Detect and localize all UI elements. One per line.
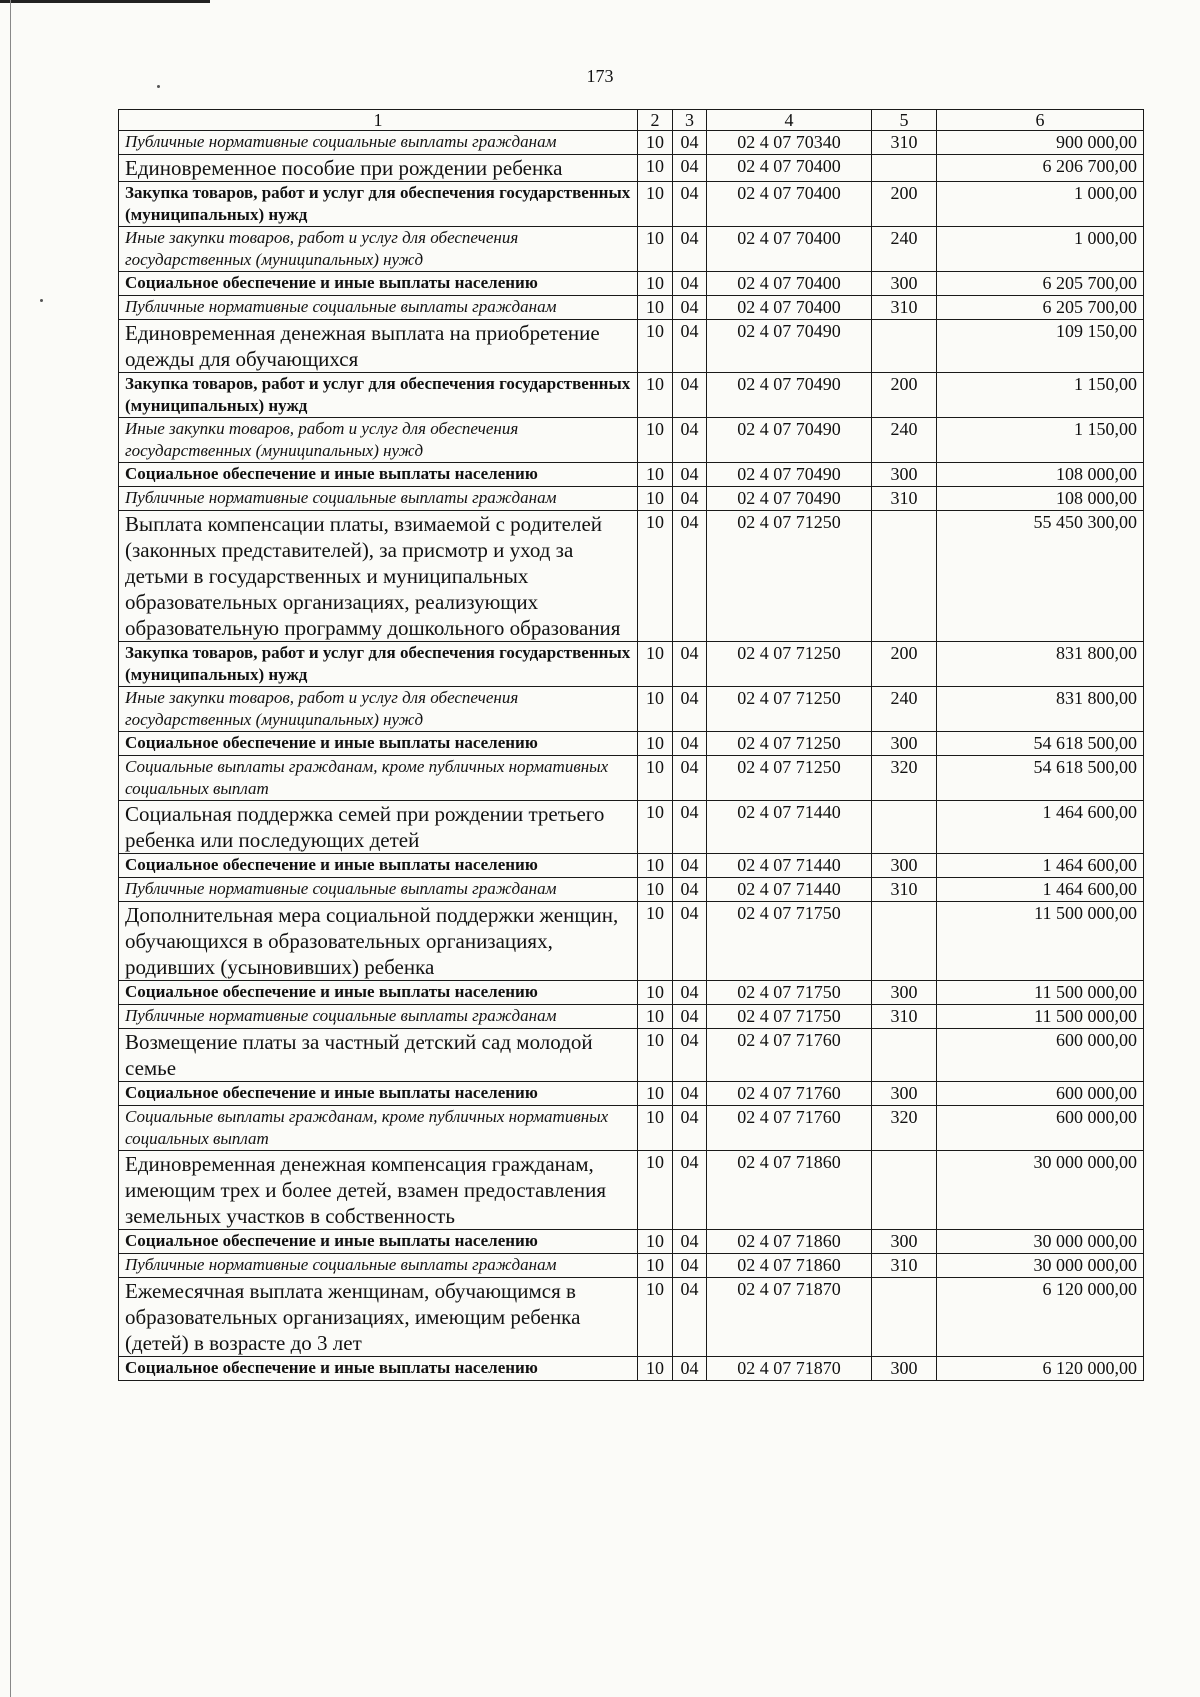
row-section-code: 10 — [638, 1029, 673, 1082]
row-subsection-code: 04 — [673, 801, 707, 854]
row-expense-type-code — [872, 801, 937, 854]
column-header: 5 — [872, 110, 937, 131]
row-target-article-code: 02 4 07 70400 — [707, 155, 872, 182]
row-amount: 108 000,00 — [937, 463, 1144, 487]
row-section-code: 10 — [638, 320, 673, 373]
row-expense-type-code — [872, 1151, 937, 1230]
row-amount: 1 150,00 — [937, 373, 1144, 418]
row-subsection-code: 04 — [673, 878, 707, 902]
row-name: Публичные нормативные социальные выплаты гражданам — [119, 131, 638, 155]
row-amount: 1 150,00 — [937, 418, 1144, 463]
table-row — [119, 687, 1144, 732]
row-expense-type-code: 240 — [872, 227, 937, 272]
row-expense-type-code: 300 — [872, 1357, 937, 1381]
row-expense-type-code: 310 — [872, 1254, 937, 1278]
row-amount: 600 000,00 — [937, 1106, 1144, 1151]
row-target-article-code: 02 4 07 70490 — [707, 463, 872, 487]
row-subsection-code: 04 — [673, 296, 707, 320]
table-row — [119, 296, 1144, 320]
row-expense-type-code: 300 — [872, 981, 937, 1005]
table-row — [119, 182, 1144, 227]
table-row — [119, 878, 1144, 902]
row-subsection-code: 04 — [673, 155, 707, 182]
table-row — [119, 463, 1144, 487]
row-expense-type-code — [872, 320, 937, 373]
row-subsection-code: 04 — [673, 1005, 707, 1029]
row-section-code: 10 — [638, 155, 673, 182]
row-expense-type-code — [872, 155, 937, 182]
row-section-code: 10 — [638, 1230, 673, 1254]
table-body — [119, 131, 1144, 1381]
row-target-article-code: 02 4 07 70400 — [707, 272, 872, 296]
table-row — [119, 732, 1144, 756]
column-header: 2 — [638, 110, 673, 131]
table-row — [119, 981, 1144, 1005]
row-section-code: 10 — [638, 732, 673, 756]
table-row — [119, 131, 1144, 155]
row-expense-type-code: 200 — [872, 373, 937, 418]
row-name: Социальные выплаты гражданам, кроме публичных нормативных социальных выплат — [119, 756, 638, 801]
row-subsection-code: 04 — [673, 1230, 707, 1254]
table-row — [119, 756, 1144, 801]
row-expense-type-code: 300 — [872, 854, 937, 878]
row-name: Социальные выплаты гражданам, кроме публичных нормативных социальных выплат — [119, 1106, 638, 1151]
row-name: Публичные нормативные социальные выплаты гражданам — [119, 487, 638, 511]
row-section-code: 10 — [638, 182, 673, 227]
row-target-article-code: 02 4 07 71870 — [707, 1278, 872, 1357]
row-subsection-code: 04 — [673, 981, 707, 1005]
row-name: Закупка товаров, работ и услуг для обеспечения государственных (муниципальных) нужд — [119, 642, 638, 687]
row-subsection-code: 04 — [673, 1082, 707, 1106]
row-target-article-code: 02 4 07 71760 — [707, 1106, 872, 1151]
row-target-article-code: 02 4 07 71860 — [707, 1151, 872, 1230]
table-row — [119, 511, 1144, 642]
column-header: 1 — [119, 110, 638, 131]
row-name: Социальное обеспечение и иные выплаты населению — [119, 1230, 638, 1254]
row-name: Социальное обеспечение и иные выплаты населению — [119, 1357, 638, 1381]
row-section-code: 10 — [638, 1082, 673, 1106]
row-name: Социальное обеспечение и иные выплаты населению — [119, 732, 638, 756]
row-target-article-code: 02 4 07 70490 — [707, 373, 872, 418]
row-target-article-code: 02 4 07 71870 — [707, 1357, 872, 1381]
row-target-article-code: 02 4 07 71250 — [707, 642, 872, 687]
scan-speck — [40, 299, 43, 302]
row-expense-type-code: 310 — [872, 296, 937, 320]
row-name: Иные закупки товаров, работ и услуг для обеспечения государственных (муниципальных) нужд — [119, 227, 638, 272]
row-name: Выплата компенсации платы, взимаемой с родителей (законных представителей), за присмотр и уход за детьми в государственных и муниципальных образовательных организациях, реализующих образовательную программу дошкольного образования — [119, 511, 638, 642]
table-row — [119, 320, 1144, 373]
table-row — [119, 1005, 1144, 1029]
row-expense-type-code: 320 — [872, 756, 937, 801]
row-expense-type-code: 300 — [872, 463, 937, 487]
row-target-article-code: 02 4 07 71860 — [707, 1230, 872, 1254]
row-name: Возмещение платы за частный детский сад молодой семье — [119, 1029, 638, 1082]
row-name: Социальное обеспечение и иные выплаты населению — [119, 854, 638, 878]
row-expense-type-code: 240 — [872, 418, 937, 463]
row-target-article-code: 02 4 07 70490 — [707, 320, 872, 373]
row-amount: 30 000 000,00 — [937, 1254, 1144, 1278]
row-name: Иные закупки товаров, работ и услуг для обеспечения государственных (муниципальных) нужд — [119, 418, 638, 463]
table-row — [119, 227, 1144, 272]
table-row — [119, 1029, 1144, 1082]
row-subsection-code: 04 — [673, 182, 707, 227]
table-row — [119, 854, 1144, 878]
row-amount: 600 000,00 — [937, 1029, 1144, 1082]
row-name: Закупка товаров, работ и услуг для обеспечения государственных (муниципальных) нужд — [119, 182, 638, 227]
row-name: Ежемесячная выплата женщинам, обучающимся в образовательных организациях, имеющим ребенка (детей) в возрасте до 3 лет — [119, 1278, 638, 1357]
row-section-code: 10 — [638, 878, 673, 902]
row-section-code: 10 — [638, 981, 673, 1005]
row-target-article-code: 02 4 07 71250 — [707, 687, 872, 732]
table-row — [119, 1357, 1144, 1381]
row-amount: 109 150,00 — [937, 320, 1144, 373]
row-amount: 900 000,00 — [937, 131, 1144, 155]
row-target-article-code: 02 4 07 71750 — [707, 1005, 872, 1029]
row-name: Закупка товаров, работ и услуг для обеспечения государственных (муниципальных) нужд — [119, 373, 638, 418]
row-name: Социальная поддержка семей при рождении третьего ребенка или последующих детей — [119, 801, 638, 854]
column-header: 3 — [673, 110, 707, 131]
row-amount: 55 450 300,00 — [937, 511, 1144, 642]
table-row — [119, 1151, 1144, 1230]
table-row — [119, 1082, 1144, 1106]
table-row — [119, 642, 1144, 687]
table-row — [119, 155, 1144, 182]
row-section-code: 10 — [638, 373, 673, 418]
row-name: Единовременная денежная выплата на приобретение одежды для обучающихся — [119, 320, 638, 373]
row-section-code: 10 — [638, 227, 673, 272]
row-amount: 54 618 500,00 — [937, 756, 1144, 801]
row-section-code: 10 — [638, 854, 673, 878]
row-target-article-code: 02 4 07 71750 — [707, 981, 872, 1005]
row-subsection-code: 04 — [673, 1106, 707, 1151]
row-target-article-code: 02 4 07 70400 — [707, 182, 872, 227]
row-expense-type-code: 300 — [872, 1230, 937, 1254]
row-subsection-code: 04 — [673, 902, 707, 981]
table-row — [119, 418, 1144, 463]
row-subsection-code: 04 — [673, 487, 707, 511]
scan-edge-line — [10, 0, 11, 1697]
row-section-code: 10 — [638, 1278, 673, 1357]
row-name: Единовременное пособие при рождении ребенка — [119, 155, 638, 182]
row-amount: 30 000 000,00 — [937, 1230, 1144, 1254]
row-section-code: 10 — [638, 1254, 673, 1278]
row-section-code: 10 — [638, 687, 673, 732]
budget-table — [118, 109, 1144, 1381]
row-expense-type-code: 300 — [872, 732, 937, 756]
table-row — [119, 801, 1144, 854]
row-amount: 11 500 000,00 — [937, 1005, 1144, 1029]
row-target-article-code: 02 4 07 70490 — [707, 487, 872, 511]
row-section-code: 10 — [638, 1106, 673, 1151]
row-amount: 6 205 700,00 — [937, 296, 1144, 320]
row-section-code: 10 — [638, 902, 673, 981]
row-subsection-code: 04 — [673, 320, 707, 373]
row-expense-type-code — [872, 511, 937, 642]
table-row — [119, 1106, 1144, 1151]
row-amount: 6 206 700,00 — [937, 155, 1144, 182]
row-amount: 6 205 700,00 — [937, 272, 1144, 296]
row-subsection-code: 04 — [673, 732, 707, 756]
row-subsection-code: 04 — [673, 1151, 707, 1230]
row-target-article-code: 02 4 07 70400 — [707, 227, 872, 272]
row-amount: 108 000,00 — [937, 487, 1144, 511]
row-subsection-code: 04 — [673, 756, 707, 801]
row-name: Социальное обеспечение и иные выплаты населению — [119, 272, 638, 296]
row-subsection-code: 04 — [673, 511, 707, 642]
row-subsection-code: 04 — [673, 854, 707, 878]
row-section-code: 10 — [638, 801, 673, 854]
row-target-article-code: 02 4 07 70490 — [707, 418, 872, 463]
column-header: 6 — [937, 110, 1144, 131]
row-name: Дополнительная мера социальной поддержки женщин, обучающихся в образовательных организациях, родивших (усыновивших) ребенка — [119, 902, 638, 981]
row-expense-type-code — [872, 902, 937, 981]
row-name: Публичные нормативные социальные выплаты гражданам — [119, 1005, 638, 1029]
row-subsection-code: 04 — [673, 272, 707, 296]
row-name: Публичные нормативные социальные выплаты гражданам — [119, 878, 638, 902]
table-header-row — [119, 110, 1144, 131]
row-amount: 600 000,00 — [937, 1082, 1144, 1106]
page-number: 173 — [586, 66, 614, 86]
row-subsection-code: 04 — [673, 642, 707, 687]
row-subsection-code: 04 — [673, 227, 707, 272]
row-amount: 831 800,00 — [937, 687, 1144, 732]
row-section-code: 10 — [638, 1357, 673, 1381]
row-expense-type-code: 200 — [872, 642, 937, 687]
row-expense-type-code — [872, 1029, 937, 1082]
row-expense-type-code: 310 — [872, 487, 937, 511]
table-row — [119, 1230, 1144, 1254]
row-subsection-code: 04 — [673, 418, 707, 463]
table-row — [119, 902, 1144, 981]
row-name: Социальное обеспечение и иные выплаты населению — [119, 1082, 638, 1106]
row-target-article-code: 02 4 07 71440 — [707, 854, 872, 878]
row-subsection-code: 04 — [673, 373, 707, 418]
row-amount: 1 464 600,00 — [937, 878, 1144, 902]
row-amount: 54 618 500,00 — [937, 732, 1144, 756]
row-amount: 6 120 000,00 — [937, 1278, 1144, 1357]
row-name: Публичные нормативные социальные выплаты гражданам — [119, 1254, 638, 1278]
row-amount: 11 500 000,00 — [937, 902, 1144, 981]
row-subsection-code: 04 — [673, 1357, 707, 1381]
row-target-article-code: 02 4 07 71760 — [707, 1082, 872, 1106]
table-row — [119, 487, 1144, 511]
row-amount: 11 500 000,00 — [937, 981, 1144, 1005]
row-section-code: 10 — [638, 1005, 673, 1029]
column-header: 4 — [707, 110, 872, 131]
row-target-article-code: 02 4 07 71750 — [707, 902, 872, 981]
row-expense-type-code: 200 — [872, 182, 937, 227]
row-section-code: 10 — [638, 463, 673, 487]
row-name: Публичные нормативные социальные выплаты гражданам — [119, 296, 638, 320]
row-section-code: 10 — [638, 296, 673, 320]
row-target-article-code: 02 4 07 71760 — [707, 1029, 872, 1082]
row-section-code: 10 — [638, 1151, 673, 1230]
row-section-code: 10 — [638, 272, 673, 296]
row-target-article-code: 02 4 07 71250 — [707, 732, 872, 756]
row-target-article-code: 02 4 07 70400 — [707, 296, 872, 320]
row-section-code: 10 — [638, 756, 673, 801]
row-name: Единовременная денежная компенсация гражданам, имеющим трех и более детей, взамен предоставления земельных участков в собственность — [119, 1151, 638, 1230]
row-expense-type-code — [872, 1278, 937, 1357]
table-row — [119, 1254, 1144, 1278]
row-subsection-code: 04 — [673, 1254, 707, 1278]
row-target-article-code: 02 4 07 71440 — [707, 801, 872, 854]
row-target-article-code: 02 4 07 71250 — [707, 511, 872, 642]
row-name: Социальное обеспечение и иные выплаты населению — [119, 981, 638, 1005]
row-target-article-code: 02 4 07 71250 — [707, 756, 872, 801]
scan-corner-mark — [0, 0, 210, 8]
row-expense-type-code: 320 — [872, 1106, 937, 1151]
row-amount: 831 800,00 — [937, 642, 1144, 687]
row-amount: 1 000,00 — [937, 182, 1144, 227]
row-section-code: 10 — [638, 511, 673, 642]
row-section-code: 10 — [638, 131, 673, 155]
table-row — [119, 373, 1144, 418]
row-section-code: 10 — [638, 418, 673, 463]
table-row — [119, 1278, 1144, 1357]
row-target-article-code: 02 4 07 71860 — [707, 1254, 872, 1278]
row-amount: 1 000,00 — [937, 227, 1144, 272]
row-amount: 1 464 600,00 — [937, 854, 1144, 878]
row-target-article-code: 02 4 07 71440 — [707, 878, 872, 902]
row-subsection-code: 04 — [673, 1278, 707, 1357]
row-amount: 30 000 000,00 — [937, 1151, 1144, 1230]
row-expense-type-code: 310 — [872, 878, 937, 902]
row-section-code: 10 — [638, 642, 673, 687]
row-expense-type-code: 310 — [872, 1005, 937, 1029]
row-name: Иные закупки товаров, работ и услуг для обеспечения государственных (муниципальных) нужд — [119, 687, 638, 732]
row-expense-type-code: 300 — [872, 1082, 937, 1106]
row-subsection-code: 04 — [673, 1029, 707, 1082]
row-subsection-code: 04 — [673, 463, 707, 487]
row-expense-type-code: 310 — [872, 131, 937, 155]
row-section-code: 10 — [638, 487, 673, 511]
table-row — [119, 272, 1144, 296]
row-expense-type-code: 300 — [872, 272, 937, 296]
row-amount: 6 120 000,00 — [937, 1357, 1144, 1381]
row-amount: 1 464 600,00 — [937, 801, 1144, 854]
row-subsection-code: 04 — [673, 687, 707, 732]
row-target-article-code: 02 4 07 70340 — [707, 131, 872, 155]
row-name: Социальное обеспечение и иные выплаты населению — [119, 463, 638, 487]
row-expense-type-code: 240 — [872, 687, 937, 732]
row-subsection-code: 04 — [673, 131, 707, 155]
